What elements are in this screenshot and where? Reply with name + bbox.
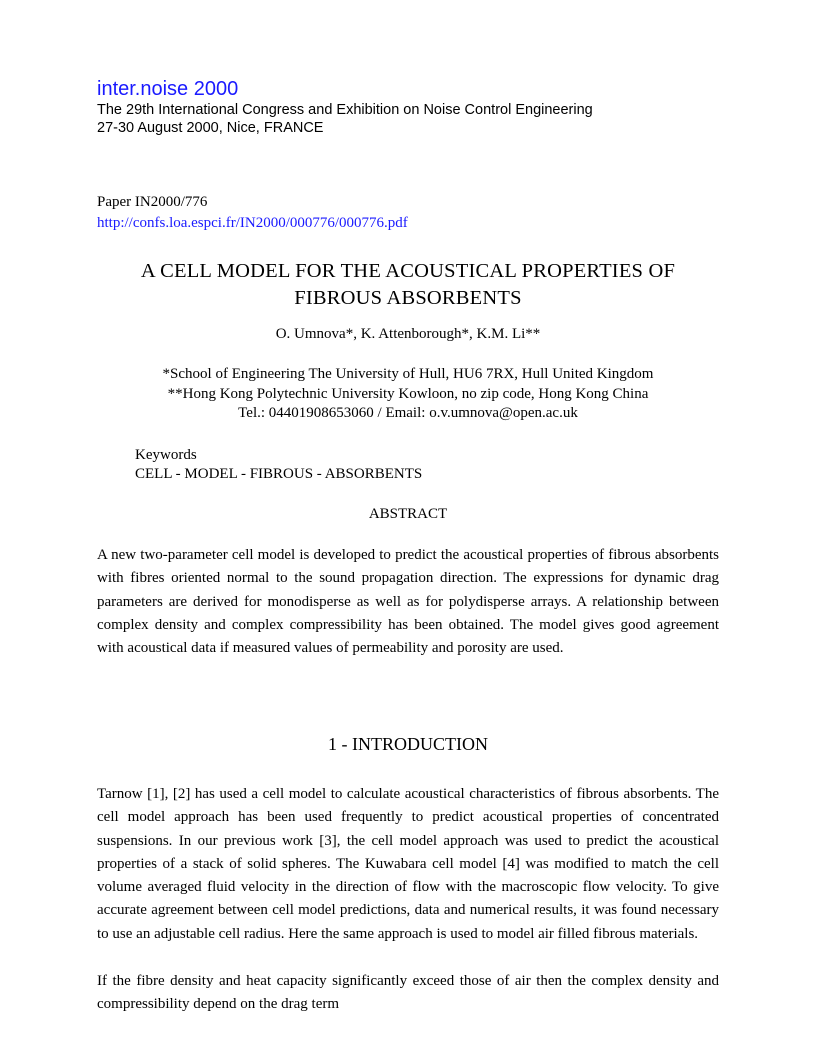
paper-url-link[interactable]: http://confs.loa.espci.fr/IN2000/000776/000776.pdf — [97, 215, 408, 231]
affiliation-hong-kong: **Hong Kong Polytechnic University Kowloon, no zip code, Hong Kong China — [167, 386, 649, 402]
introduction-paragraph-2: If the fibre density and heat capacity significantly exceed those of air then the complex density and compressibility depend on the drag term — [97, 973, 719, 1013]
introduction-paragraph-1: Tarnow [1], [2] has used a cell model to calculate acoustical characteristics of fibrous absorbents. The cell model approach has been used frequently to predict acoustical properties of concentrated suspensions. In our previous work [3], the cell model approach was used to predict the acoustical properties of a stack of solid spheres. The Kuwabara cell model [4] was modified to match the cell volume averaged fluid velocity in the direction of flow with the macroscopic flow velocity. To give accurate agreement between cell model predictions, data and numerical results, it was found necessary to use an adjustable cell radius. Here the same approach is used to model air filled fibrous materials. — [97, 786, 719, 942]
keywords-label: Keywords — [135, 447, 197, 463]
contact-info: Tel.: 04401908653060 / Email: o.v.umnova@open.ac.uk — [238, 405, 578, 421]
paper-title-line1: A CELL MODEL FOR THE ACOUSTICAL PROPERTIES OF — [140, 260, 676, 282]
authors: O. Umnova*, K. Attenborough*, K.M. Li** — [275, 326, 541, 342]
abstract-heading: ABSTRACT — [368, 506, 448, 522]
paper-id: Paper IN2000/776 — [97, 194, 208, 210]
introduction-heading: 1 - INTRODUCTION — [328, 734, 488, 754]
paper-title — [80, 258, 736, 312]
abstract-text: A new two-parameter cell model is developed to predict the acoustical properties of fibrous absorbents with fibres oriented normal to the sound propagation direction. The expressions for dynamic drag parameters are derived for monodisperse as well as for polydisperse arrays. A relationship between complex density and complex compressibility has been obtained. The model gives good agreement with acoustical data if measured values of permeability and porosity are used. — [97, 547, 719, 657]
affiliation-hull: *School of Engineering The University of Hull, HU6 7RX, Hull United Kingdom — [162, 366, 654, 382]
dates-location: 27-30 August 2000, Nice, FRANCE — [97, 120, 324, 136]
keywords-value: CELL - MODEL - FIBROUS - ABSORBENTS — [135, 466, 423, 482]
paper-title-line2: FIBROUS ABSORBENTS — [294, 287, 522, 309]
congress-title: The 29th International Congress and Exhibition on Noise Control Engineering — [97, 102, 593, 118]
conference-name: inter.noise 2000 — [97, 78, 239, 100]
